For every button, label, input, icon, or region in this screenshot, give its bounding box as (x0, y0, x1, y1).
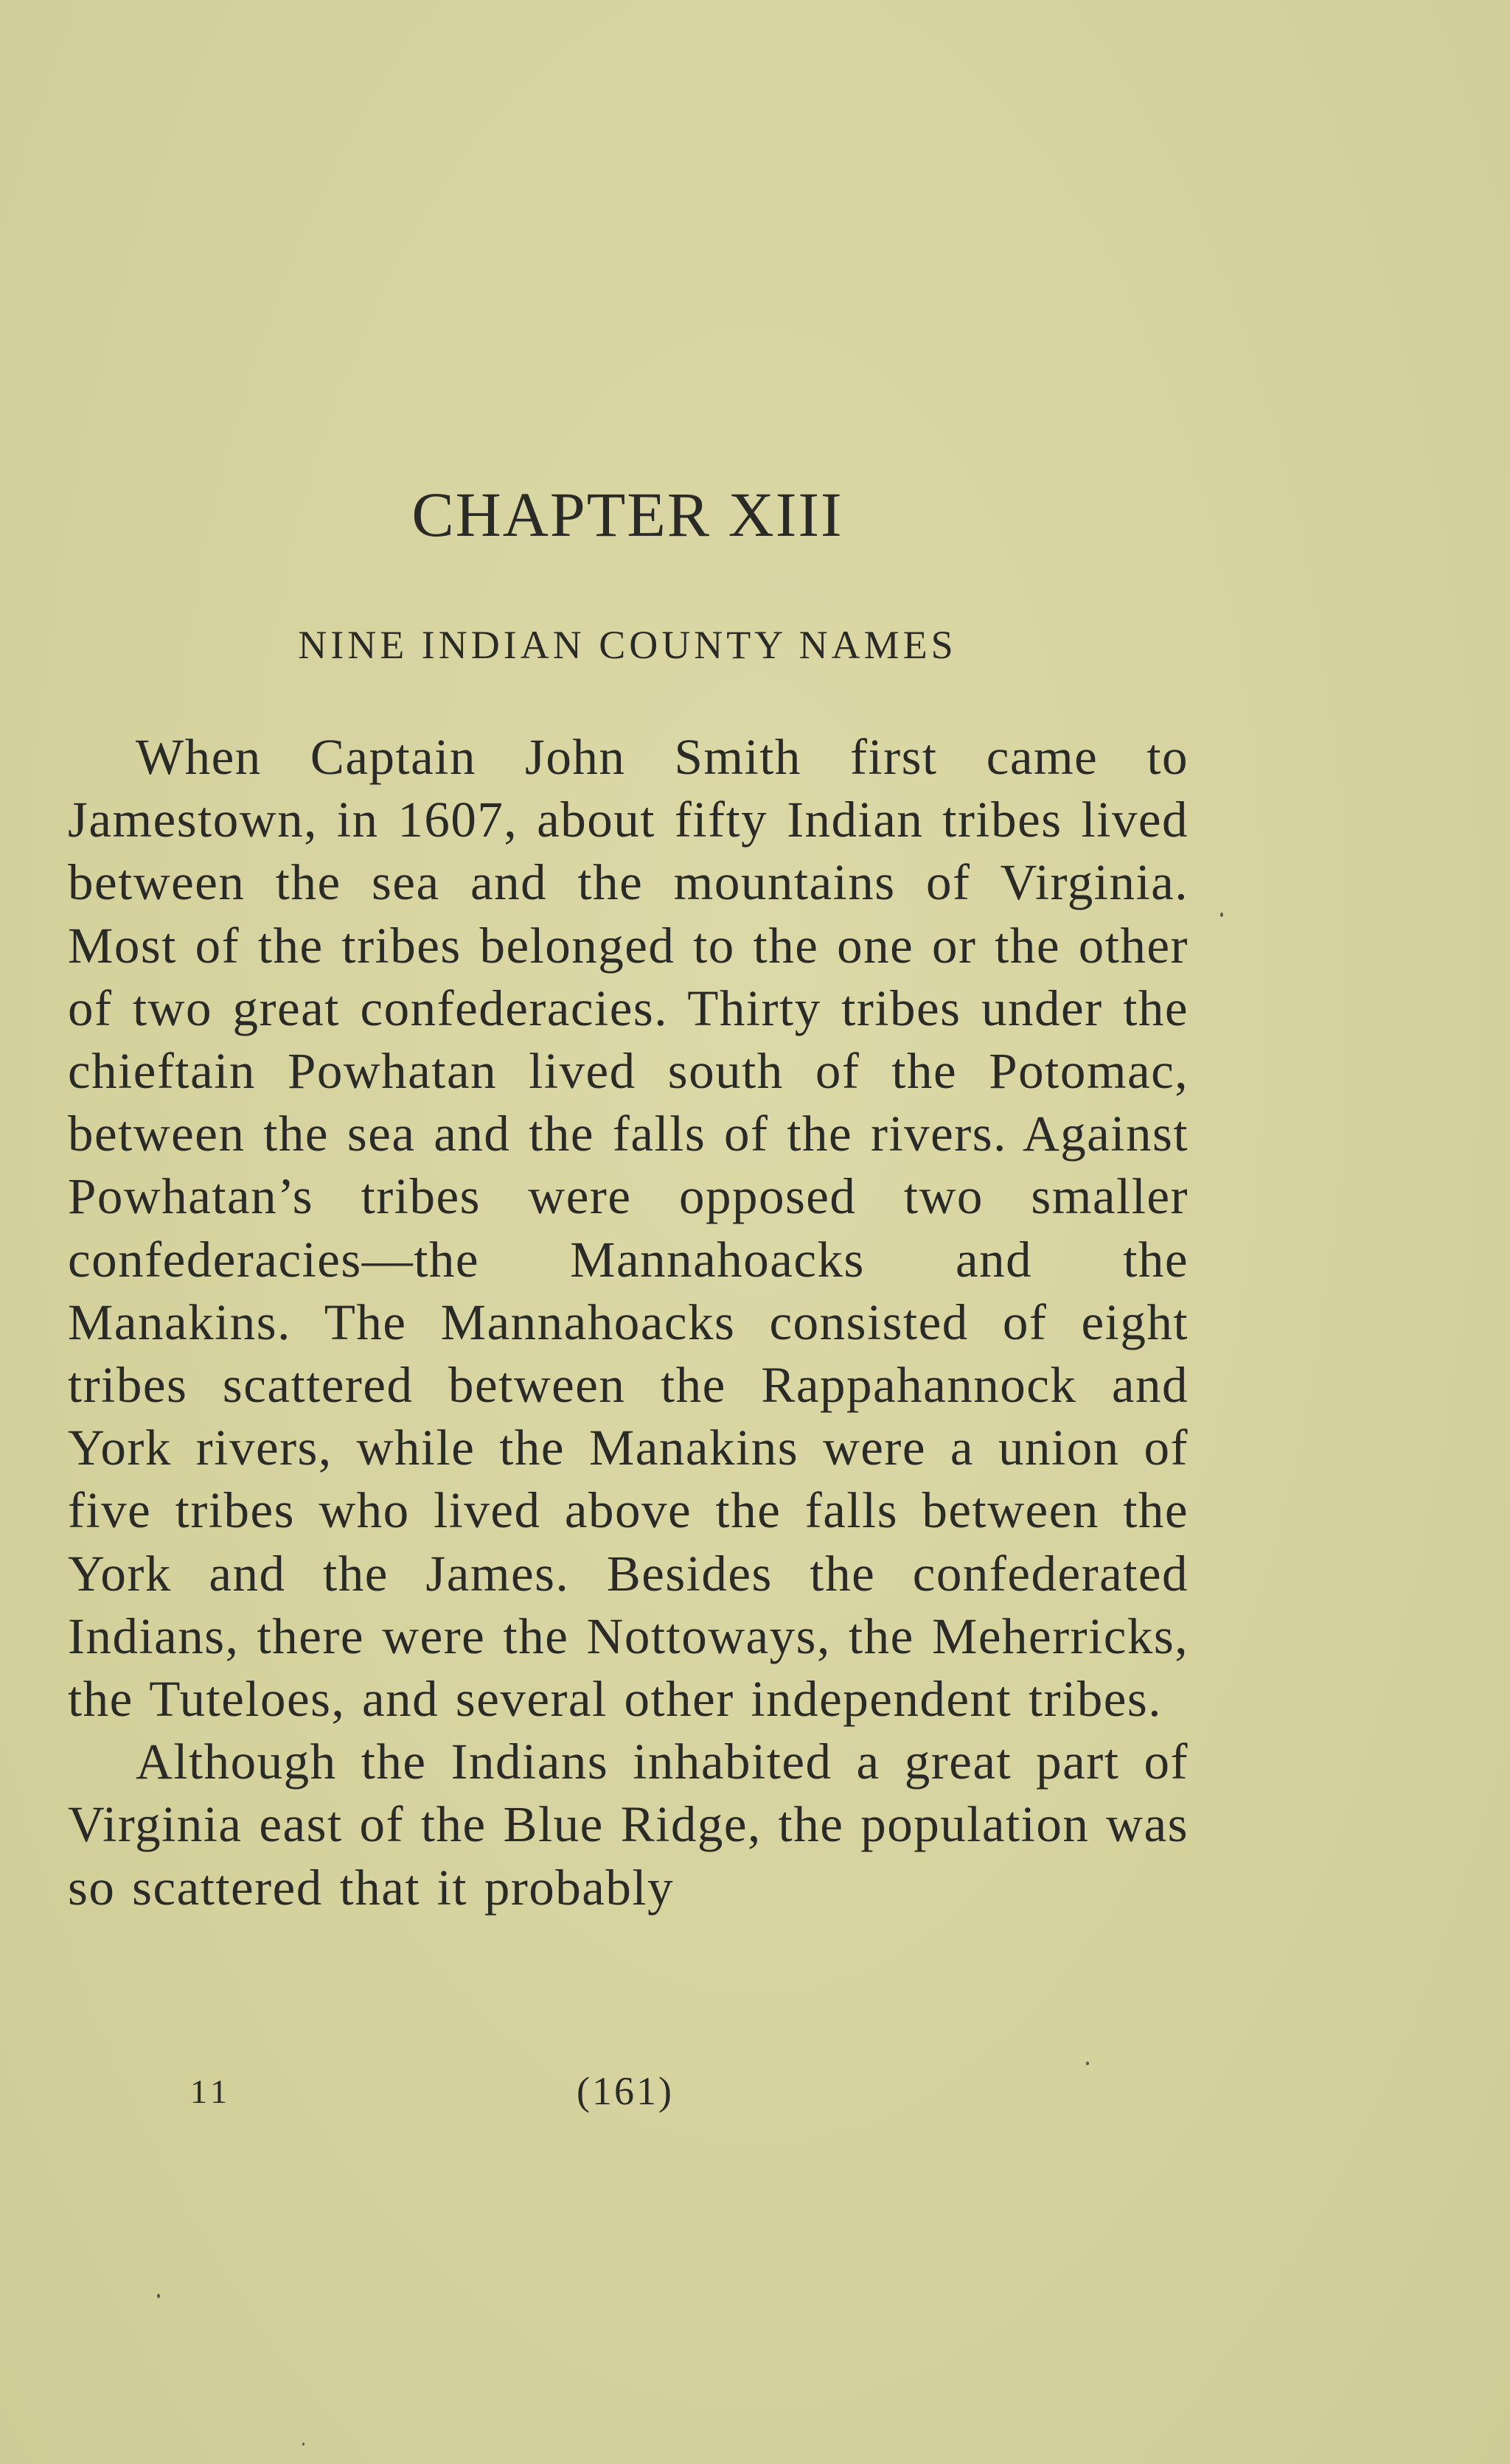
paragraph: When Captain John Smith first came to Jamestown, in 1607, about fifty Indian tribes lived between the sea and the mountains of Virginia. Most of the tribes belonged to the one or the other of two great confederacies. Thirty tribes under the chieftain Powhatan lived south of the Potomac, between the sea and the falls of the rivers. Against Powhatan’s tribes were opposed two smaller confederacies—the Mannahoacks and the Manakins. The Mannahoacks consisted of eight tribes scattered between the Rappahannock and York rivers, while the Manakins were a union of five tribes who lived above the falls between the York and the James. Besides the confederated Indians, there were the Nottoways, the Meherricks, the Tuteloes, and several other independent tribes. (68, 729, 1189, 1728)
scan-speck (302, 2443, 305, 2446)
scan-speck (1220, 912, 1223, 917)
scan-speck (1086, 2062, 1089, 2065)
signature-mark: 11 (190, 2073, 232, 2110)
scan-speck (157, 2294, 160, 2298)
paragraph: Although the Indians inhabited a great part of Virginia east of the Blue Ridge, the population was so scattered that it probably (68, 1734, 1189, 1916)
chapter-title: CHAPTER XIII (411, 479, 843, 550)
page-number: (161) (577, 2069, 674, 2113)
chapter-subtitle: NINE INDIAN COUNTY NAMES (298, 623, 957, 667)
body-text (68, 726, 1189, 1919)
